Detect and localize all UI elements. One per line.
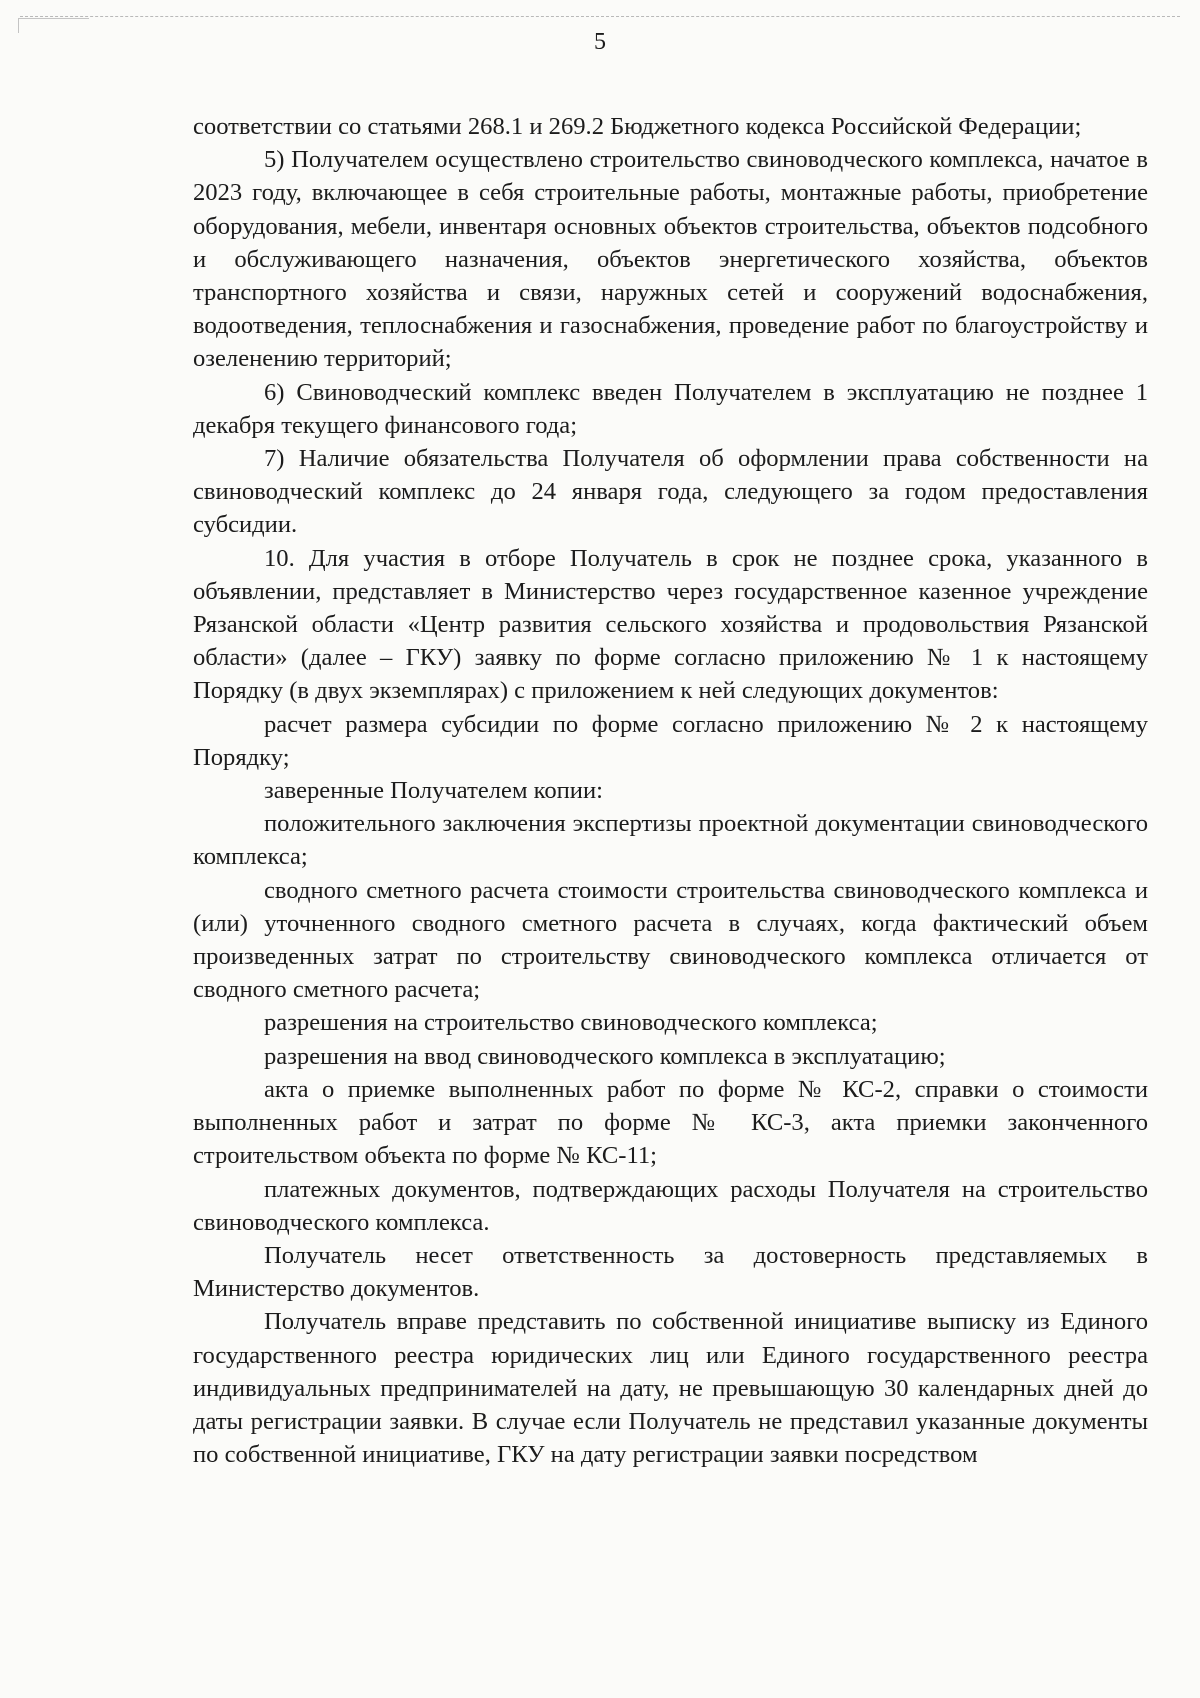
paragraph-certified-copies: заверенные Получателем копии:: [264, 777, 603, 805]
page-number: 5: [594, 29, 606, 55]
paragraph-registry-extract: Получатель вправе представить по собственной инициативе выписку из Единого государственного реестра юридических лиц или Единого государственного реестра индивидуальных предпринимателей на дату, не превышающую 30 календарных дней до даты регистрации заявки. В случае если Получатель не представил указанные документы по собственной инициативе, ГКУ на дату регистрации заявки посредством: [193, 1308, 1148, 1469]
paragraph-construction-permit: разрешения на строительство свиноводческого комплекса;: [264, 1009, 878, 1037]
paragraph-expert-conclusion: положительного заключения экспертизы проектной документации свиноводческого комплекса;: [193, 810, 1148, 871]
paragraph-clause-10: 10. Для участия в отборе Получатель в срок не позднее срока, указанного в объявлении, представляет в Министерство через государственное казенное учреждение Рязанской области «Центр развития сельского хозяйства и продовольствия Рязанской области» (далее – ГКУ) заявку по форме согласно приложению № 1 к настоящему Порядку (в двух экземплярах) с приложением к ней следующих документов:: [193, 544, 1148, 705]
paragraph-commissioning-permit: разрешения на ввод свиноводческого комплекса в эксплуатацию;: [264, 1042, 946, 1070]
paragraph-item-6: 6) Свиноводческий комплекс введен Получателем в эксплуатацию не позднее 1 декабря текущего финансового года;: [193, 378, 1148, 439]
paragraph-responsibility: Получатель несет ответственность за достоверность представляемых в Министерство документов.: [193, 1241, 1148, 1303]
paragraph-subsidy-calculation: расчет размера субсидии по форме согласно приложению № 2 к настоящему Порядку;: [193, 710, 1148, 771]
paragraph-item-5: 5) Получателем осуществлено строительство свиноводческого комплекса, начатое в 2023 году, включающее в себя строительные работы, монтажные работы, приобретение оборудования, мебели, инвентаря основных объектов строительства, объектов подсобного и обслуживающего назначения, объектов энергетического хозяйства, объектов транспортного хозяйства и связи, наружных сетей и сооружений водоснабжения, водоотведения, теплоснабжения и газоснабжения, проведение работ по благоустройству и озеленению территорий;: [193, 146, 1148, 373]
paragraph-payment-documents: платежных документов, подтверждающих расходы Получателя на строительство свиноводческого комплекса.: [193, 1175, 1148, 1236]
paragraph-cost-estimate: сводного сметного расчета стоимости строительства свиноводческого комплекса и (или) уточненного сводного сметного расчета в случаях, когда фактический объем произведенных затрат по строительству свиноводческого комплекса отличается от сводного сметного расчета;: [193, 876, 1148, 1004]
paragraph-acceptance-acts: акта о приемке выполненных работ по форме № КС-2, справки о стоимости выполненных работ и затрат по форме № КС-3, акта приемки законченного строительством объекта по форме № КС-11;: [193, 1075, 1148, 1170]
scan-edge-line: [20, 16, 1180, 17]
paragraph-item-7: 7) Наличие обязательства Получателя об оформлении права собственности на свиноводческий комплекс до 24 января года, следующего за годом предоставления субсидии.: [193, 445, 1148, 539]
document-body: [193, 110, 1148, 1471]
paragraph-continuation: соответствии со статьями 268.1 и 269.2 Бюджетного кодекса Российской Федерации;: [193, 113, 1082, 140]
